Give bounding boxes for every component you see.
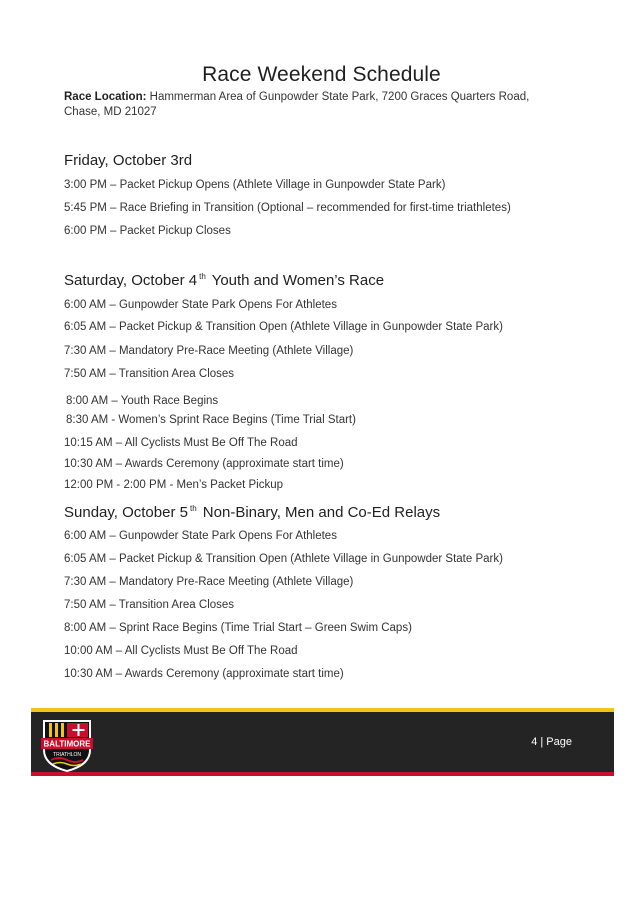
saturday-item: 8:30 AM - Women’s Sprint Race Begins (Time Trial Start) — [66, 414, 356, 426]
saturday-item: 6:05 AM – Packet Pickup & Transition Open (Athlete Village in Gunpowder State Park) — [64, 321, 503, 333]
saturday-heading — [64, 272, 384, 289]
baltimore-triathlon-logo — [37, 716, 97, 774]
saturday-heading-sup: th — [199, 272, 206, 281]
saturday-item: 6:00 AM – Gunpowder State Park Opens For Athletes — [64, 299, 337, 311]
saturday-item: 7:50 AM – Transition Area Closes — [64, 368, 235, 380]
saturday-item: 12:00 PM - 2:00 PM - Men’s Packet Pickup — [64, 479, 284, 491]
sunday-heading-event: Non-Binary, Men and Co-Ed Relays — [198, 504, 441, 521]
saturday-heading-date: Saturday, October 4 — [64, 272, 198, 289]
race-location-line2: Chase, MD 21027 — [64, 106, 157, 118]
logo-text-triathlon: TRIATHLON — [53, 752, 81, 758]
footer-stripe-yellow — [31, 708, 614, 712]
page-number: 4 | Page — [531, 736, 572, 748]
saturday-item: 8:00 AM – Youth Race Begins — [66, 395, 219, 407]
sunday-heading-date: Sunday, October 5 — [64, 504, 188, 521]
saturday-heading-event: Youth and Women’s Race — [207, 272, 385, 289]
sunday-item: 10:00 AM – All Cyclists Must Be Off The Road — [64, 645, 298, 657]
saturday-item: 10:30 AM – Awards Ceremony (approximate start time) — [64, 458, 344, 470]
saturday-item: 10:15 AM – All Cyclists Must Be Off The Road — [64, 437, 298, 449]
page-title: Race Weekend Schedule — [202, 63, 441, 86]
sunday-item: 8:00 AM – Sprint Race Begins (Time Trial Start – Green Swim Caps) — [64, 622, 412, 634]
sunday-item: 6:00 AM – Gunpowder State Park Opens For Athletes — [64, 530, 337, 542]
sunday-heading — [64, 504, 440, 521]
friday-heading: Friday, October 3rd — [64, 152, 193, 169]
race-location — [64, 90, 584, 120]
sunday-item: 6:05 AM – Packet Pickup & Transition Open (Athlete Village in Gunpowder State Park) — [64, 553, 503, 565]
sunday-item: 7:50 AM – Transition Area Closes — [64, 599, 235, 611]
friday-item: 3:00 PM – Packet Pickup Opens (Athlete Village in Gunpowder State Park) — [64, 179, 446, 191]
saturday-item: 7:30 AM – Mandatory Pre-Race Meeting (Athlete Village) — [64, 345, 354, 357]
friday-item: 5:45 PM – Race Briefing in Transition (Optional – recommended for first-time triathletes) — [64, 202, 511, 214]
race-location-label: Race Location: — [64, 91, 147, 103]
footer-band — [31, 708, 614, 776]
logo-text-baltimore: BALTIMORE — [43, 739, 91, 749]
race-location-line1: Hammerman Area of Gunpowder State Park, 7200 Graces Quarters Road, — [146, 91, 530, 103]
sunday-item: 7:30 AM – Mandatory Pre-Race Meeting (Athlete Village) — [64, 576, 354, 588]
friday-item: 6:00 PM – Packet Pickup Closes — [64, 225, 231, 237]
footer-stripe-red — [31, 772, 614, 776]
sunday-heading-sup: th — [189, 504, 197, 513]
sunday-item: 10:30 AM – Awards Ceremony (approximate start time) — [64, 668, 344, 680]
